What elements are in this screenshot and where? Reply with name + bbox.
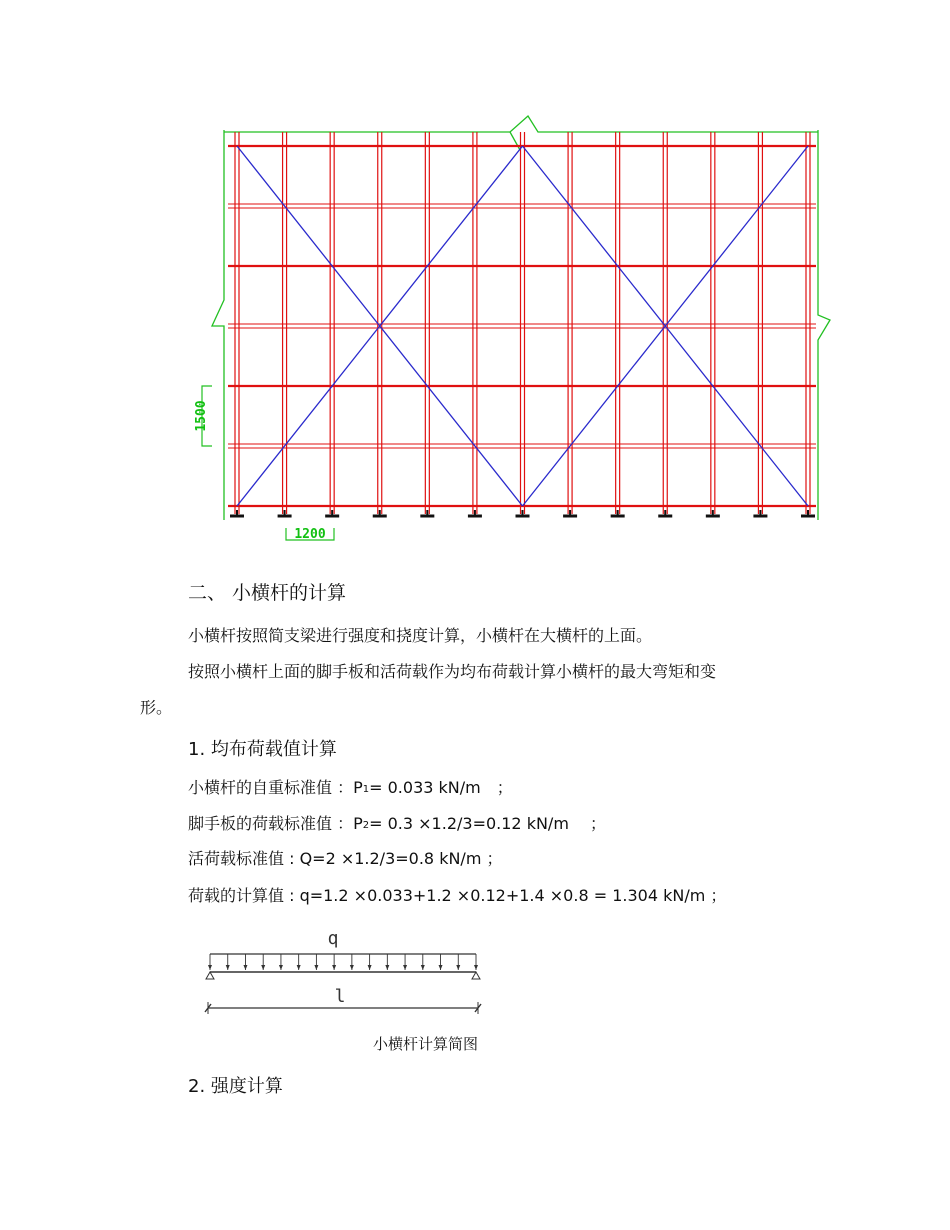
brace-line [523, 146, 666, 326]
load-arrow-head [226, 965, 230, 970]
simply-supported-beam-diagram [200, 924, 490, 1020]
self-weight-subscript: 1 [362, 784, 370, 795]
load-arrow-head [403, 965, 407, 970]
load-arrow-head [385, 965, 389, 970]
brace-line [380, 146, 523, 326]
horizontal-ledgers [228, 146, 816, 506]
brace-line [237, 146, 380, 326]
self-weight-label: 小横杆的自重标准值 ：P [188, 778, 363, 797]
dimension-vertical-label: 1500 [194, 400, 209, 432]
load-label: q [327, 928, 339, 949]
beam-diagram-caption: 小横杆计算简图 [373, 1035, 479, 1053]
paragraph-1: 小横杆按照简支梁进行强度和挠度计算，小横杆在大横杆的上面。 [188, 626, 653, 645]
load-arrows [208, 954, 478, 970]
live-load-line: 活荷载标准值 : Q=2 ×1.2/3=0.8 kN/m ； [188, 849, 503, 868]
load-arrow-head [314, 965, 318, 970]
subsection-2-heading: 2. 强度计算 [188, 1076, 283, 1097]
load-arrow-head [297, 965, 301, 970]
brace-line [380, 326, 523, 506]
board-load-subscript: 2 [362, 820, 370, 831]
left-support [206, 972, 214, 979]
dimension-horizontal-label: 1200 [294, 527, 326, 542]
subsection-1-heading: 1. 均布荷载值计算 [188, 739, 337, 760]
brace-line [523, 326, 666, 506]
section-heading: 二、 小横杆的计算 [188, 582, 347, 604]
span-label: l [334, 986, 346, 1007]
load-arrow-head [261, 965, 265, 970]
load-arrow-head [350, 965, 354, 970]
scaffold-elevation-drawing [180, 110, 840, 550]
load-arrow-head [243, 965, 247, 970]
design-load-line: 荷载的计算值 : q=1.2 ×0.033+1.2 ×0.12+1.4 ×0.8 = 1.304 kN/m ； [188, 886, 727, 905]
self-weight-value: = 0.033 kN/m ； [369, 778, 513, 797]
load-arrow-head [279, 965, 283, 970]
load-arrow-head [332, 965, 336, 970]
board-load-line [188, 814, 606, 837]
load-arrow-head [456, 965, 460, 970]
paragraph-2-line-2: 形。 [140, 698, 173, 717]
load-arrow-head [439, 965, 443, 970]
load-arrow-head [474, 965, 478, 970]
board-load-label: 脚手板的荷载标准值 ：P [188, 814, 363, 833]
load-arrow-head [208, 965, 212, 970]
brace-line [665, 326, 808, 506]
self-weight-line [188, 778, 513, 801]
board-load-value: = 0.3 ×1.2/3=0.12 kN/m ； [369, 814, 606, 833]
brace-line [237, 326, 380, 506]
load-arrow-head [368, 965, 372, 970]
brace-line [665, 146, 808, 326]
diagonal-bracing [237, 146, 808, 506]
right-support [472, 972, 480, 979]
paragraph-2-line-1: 按照小横杆上面的脚手板和活荷载作为均布荷载计算小横杆的最大弯矩和变 [188, 662, 717, 681]
load-arrow-head [421, 965, 425, 970]
pole-bases [230, 510, 815, 516]
vertical-poles [235, 132, 810, 514]
